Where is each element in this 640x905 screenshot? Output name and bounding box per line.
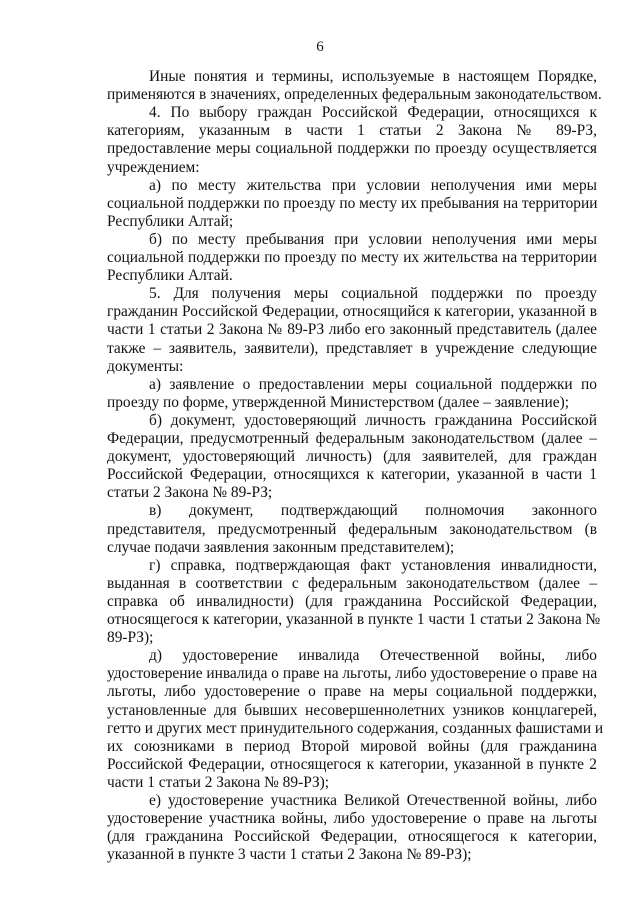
text-line: их союзниками в период Второй мировой войны (для гражданина	[107, 737, 597, 755]
text-line: учреждением:	[107, 158, 200, 176]
text-line: а) заявление о предоставлении меры социальной поддержки по	[149, 375, 597, 393]
text-line: документ, удостоверяющий личность) (для заявителей, для граждан	[107, 448, 597, 466]
text-line: удостоверение инвалида о праве на льготы, либо удостоверение о праве на	[107, 665, 598, 683]
text-line: гражданин Российской Федерации, относящийся к категории, указанной в	[107, 303, 597, 321]
text-line: (для гражданина Российской Федерации, относящегося к категории,	[107, 828, 597, 846]
text-line: также – заявитель, заявители), представляет в учреждение следующие	[107, 339, 597, 357]
text-line: справка об инвалидности) (для гражданина Российской Федерации,	[107, 592, 597, 610]
text-line: Российской Федерации, относящихся к категории, указанной в части 1	[107, 466, 597, 484]
text-line: Республики Алтай;	[107, 212, 234, 230]
text-line: представителя, предусмотренный федеральным законодательством (в	[107, 520, 597, 538]
text-line: социальной поддержки по проезду по месту их жительства на территории	[107, 249, 597, 266]
text-line: применяются в значениях, определенных федеральным законодательством.	[107, 86, 602, 104]
text-line: документы:	[107, 357, 184, 375]
text-line: указанной в пункте 3 части 1 статьи 2 Закона № 89-РЗ);	[107, 846, 472, 864]
text-line: Федерации, предусмотренный федеральным законодательством (далее –	[107, 430, 597, 447]
text-line: Иные понятия и термины, используемые в настоящем Порядке,	[149, 68, 597, 85]
text-line: Республики Алтай.	[107, 267, 233, 285]
text-line: а) по месту жительства при условии неполучения ими меры	[149, 176, 597, 194]
text-line: д) удостоверение инвалида Отечественной войны, либо	[149, 647, 597, 665]
text-line: удостоверение участника войны, либо удостоверение о праве на льготы	[107, 810, 597, 828]
text-line: гетто и других мест принудительного содержания, созданных фашистами и	[107, 719, 604, 737]
text-line: 89-РЗ);	[107, 629, 154, 647]
text-line: социальной поддержки по проезду по месту их пребывания на территории	[107, 194, 598, 212]
text-line: категориям, указанным в части 1 статьи 2 Закона № 89-РЗ,	[107, 122, 597, 140]
text-line: части 1 статьи 2 Закона № 89-РЗ либо его законный представитель (далее	[107, 321, 597, 339]
text-line: статьи 2 Закона № 89-РЗ;	[107, 484, 273, 502]
text-line: Российской Федерации, относящегося к категории, указанной в пункте 2	[107, 755, 597, 773]
text-line: случае подачи заявления законным представителем);	[107, 538, 455, 556]
text-line: предоставление меры социальной поддержки по проезду осуществляется	[107, 140, 597, 158]
text-line: проезду по форме, утвержденной Министерством (далее – заявление);	[107, 393, 569, 411]
text-line: относящегося к категории, указанной в пункте 1 части 1 статьи 2 Закона №	[107, 611, 601, 628]
text-line: льготы, либо удостоверение о праве на меры социальной поддержки,	[107, 683, 597, 701]
text-line: установленные для бывших несовершеннолетних узников концлагерей,	[107, 701, 597, 719]
text-line: 4. По выбору граждан Российской Федерации, относящихся к	[149, 104, 597, 122]
text-line: е) удостоверение участника Великой Отечественной войны, либо	[149, 792, 597, 809]
text-line: в) документ, подтверждающий полномочия законного	[149, 502, 597, 520]
text-line: выданная в соответствии с федеральным законодательством (далее –	[107, 574, 597, 592]
page-number: 6	[316, 39, 324, 55]
text-line: б) по месту пребывания при условии неполучения ими меры	[149, 230, 597, 248]
text-line: части 1 статьи 2 Закона № 89-РЗ);	[107, 773, 330, 791]
text-line: 5. Для получения меры социальной поддержки по проезду	[149, 285, 597, 303]
text-line: б) документ, удостоверяющий личность гражданина Российской	[149, 411, 597, 429]
text-line: г) справка, подтверждающая факт установления инвалидности,	[149, 556, 597, 574]
